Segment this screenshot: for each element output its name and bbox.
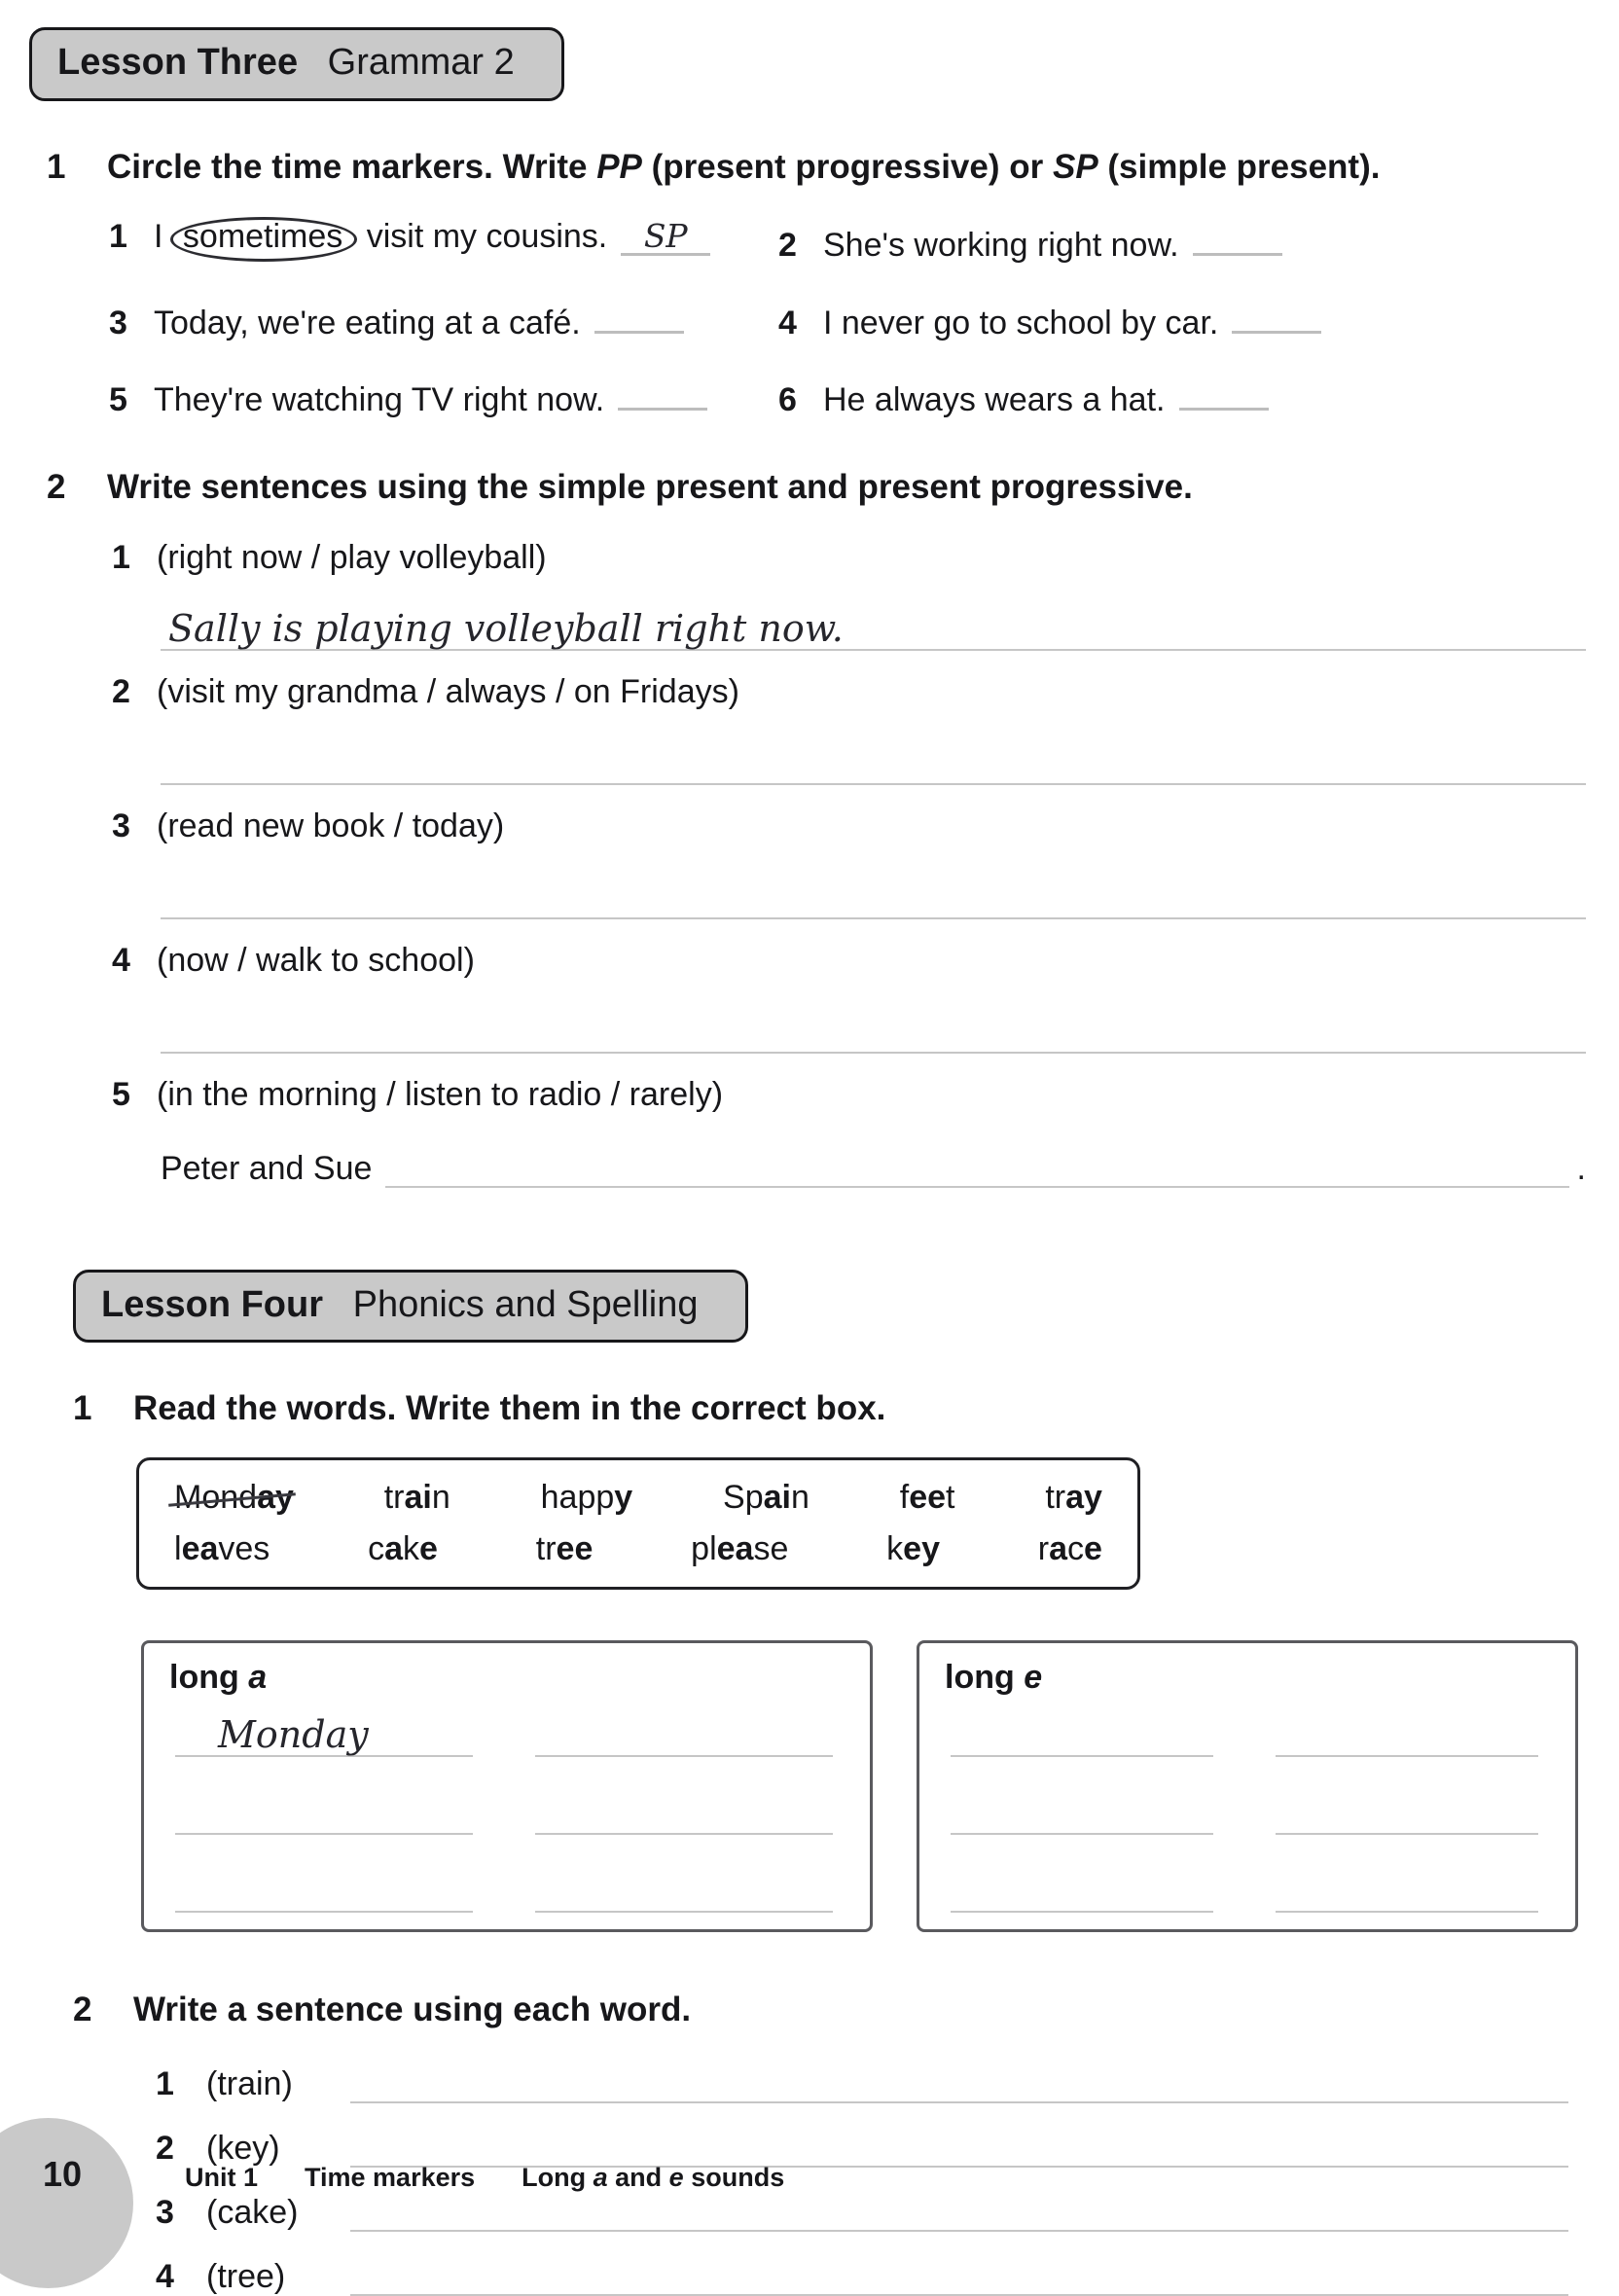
item-number: 5 [112,1075,130,1113]
sentence-item [112,939,1586,1054]
item-text: I sometimes visit my cousins. [154,215,607,262]
word: happy [540,1479,633,1517]
write-lines [175,1704,833,1913]
item-prompt-row [112,1073,1586,1116]
sentence-item [112,670,1586,785]
word-row [174,1472,1102,1524]
word: race [1037,1530,1102,1568]
answer-blank [1193,215,1282,256]
item-prompt: (read new book / today) [157,807,505,844]
item-text: She's working right now. [823,227,1179,265]
write-line [1276,1704,1538,1757]
item-prompt: (visit my grandma / always / on Fridays) [157,672,739,710]
footer [185,2163,784,2193]
write-line [535,1782,833,1835]
handwritten-answer: Monday [218,1713,369,1757]
exercise-number: 1 [47,147,66,186]
item-prompt-row [112,670,1586,713]
sentence-item [112,805,1586,919]
write-line [175,1860,473,1913]
item-prompt: (cake) [206,2193,299,2231]
write-line [535,1860,833,1913]
item-number: 6 [778,380,797,418]
exercise-number: 2 [47,468,66,506]
answer-row [161,873,1586,919]
page-number: 10 [43,2154,83,2194]
time-marker-item [778,215,1590,267]
lesson-four-title: Lesson Four [101,1283,324,1325]
word: feet [899,1479,955,1517]
lesson-four-subtitle: Phonics and Spelling [352,1283,699,1325]
write-line [350,2249,1568,2296]
item-prompt: (train) [206,2064,293,2102]
grammar-ex1-heading [47,146,1590,189]
item-number: 4 [112,941,130,979]
answer-row [161,604,1586,651]
write-line [175,1704,473,1757]
word-bank-box [136,1457,1140,1590]
item-text: They're watching TV right now. [154,380,605,418]
footer-unit: Unit 1 [185,2163,259,2192]
lesson-four-badge [73,1270,748,1344]
answer-blank [594,293,684,334]
item-prompt: (tree) [206,2257,286,2295]
time-marker-item [778,293,1590,344]
write-line [1276,1860,1538,1913]
item-text: He always wears a hat. [823,380,1166,418]
phonics-ex2-heading [73,1989,1590,2031]
sort-box-long-e [917,1640,1578,1932]
exercise-number: 1 [73,1389,92,1428]
write-line [161,738,1586,785]
circled-time-marker: sometimes [170,217,357,262]
write-lines [951,1704,1538,1913]
word-sentence-item [156,2187,1568,2232]
item-number: 4 [156,2257,174,2295]
write-line [385,1141,1568,1188]
item-number: 3 [109,304,127,341]
item-number: 3 [112,807,130,844]
item-number: 1 [156,2064,174,2102]
word-sentence-item [156,2059,1568,2103]
item-prompt-row [112,805,1586,847]
sorting-boxes [141,1640,1619,1932]
item-number: 5 [109,380,127,418]
sentence-item [112,536,1586,651]
answer-prefix: Peter and Sue [161,1150,373,1188]
phonics-ex1-heading [73,1387,1590,1430]
handwritten-answer: Sally is playing volleyball right now. [168,606,844,650]
write-line [161,873,1586,919]
footer-topic-time-markers: Time markers [305,2163,476,2192]
answer-blank [1179,370,1269,411]
word: Spain [723,1479,810,1517]
exercise-instruction: Read the words. Write them in the correct box. [133,1389,886,1428]
time-marker-item [109,293,778,344]
answer-blank [621,215,710,256]
sentence-writing-items [112,536,1586,1188]
exercise-number: 2 [73,1991,92,2029]
item-prompt: (now / walk to school) [157,941,475,979]
word-sentence-item [156,2123,1568,2168]
time-marker-items [109,215,1590,421]
word: train [383,1479,450,1517]
item-number: 3 [156,2193,174,2231]
word: leaves [174,1530,270,1568]
item-number: 2 [156,2129,174,2167]
answer-row [161,1141,1586,1188]
write-line [951,1782,1213,1835]
answer-row [161,1007,1586,1054]
word: tray [1045,1479,1102,1517]
write-line [350,2121,1568,2168]
answer-blank [618,370,707,411]
item-prompt-row [112,536,1586,579]
lesson-three-title: Lesson Three [57,42,299,83]
item-number: 1 [109,218,127,256]
item-text: Today, we're eating at a café. [154,304,581,341]
item-prompt: (in the morning / listen to radio / rarely) [157,1075,724,1113]
exercise-instruction: Circle the time markers. Write PP (present progressive) or SP (simple present). [107,147,1381,186]
item-number: 4 [778,304,797,341]
item-text: I never go to school by car. [823,304,1219,341]
item-prompt: (key) [206,2129,280,2167]
item-number: 1 [112,538,130,576]
word-struck: Monday [174,1479,294,1517]
write-line [175,1782,473,1835]
word: cake [368,1530,438,1568]
write-line [161,604,1586,651]
time-marker-item [109,215,778,267]
word: please [691,1530,789,1568]
item-number: 2 [778,227,797,265]
item-prompt-row [112,939,1586,982]
lesson-four-section [0,1207,1619,2296]
item-number: 2 [112,672,130,710]
word-sentence-item [156,2251,1568,2296]
sentence-period: . [1576,1150,1586,1188]
footer-topic-sounds: Long a and e sounds [522,2163,785,2192]
time-marker-item [109,370,778,421]
write-line [951,1704,1213,1757]
write-line [535,1704,833,1757]
lesson-three-badge [29,27,564,101]
sort-box-long-a [141,1640,873,1932]
sort-box-label: long a [169,1659,268,1697]
write-line [161,1007,1586,1054]
exercise-instruction: Write a sentence using each word. [133,1991,692,2029]
exercise-instruction: Write sentences using the simple present and present progressive. [107,468,1193,506]
word-row [174,1524,1102,1575]
answer-row [161,738,1586,785]
lesson-three-subtitle: Grammar 2 [327,42,515,83]
word: key [886,1530,940,1568]
write-line [350,2057,1568,2103]
handwritten-answer: SP [643,217,688,256]
word: tree [535,1530,594,1568]
sort-box-label: long e [945,1659,1043,1697]
answer-blank [1232,293,1321,334]
item-prompt: (right now / play volleyball) [157,538,547,576]
write-line [1276,1782,1538,1835]
sentence-item [112,1073,1586,1188]
grammar-ex2-heading [47,466,1590,509]
time-marker-item [778,370,1590,421]
write-line [951,1860,1213,1913]
